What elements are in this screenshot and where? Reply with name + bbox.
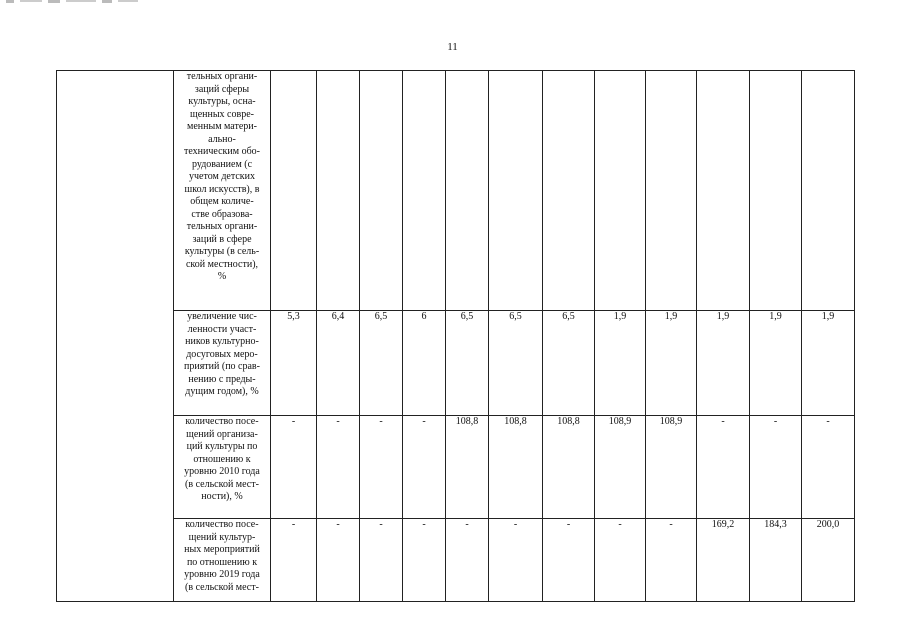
empty-left-cell bbox=[57, 71, 174, 602]
value-cell bbox=[360, 71, 403, 311]
page-number: 11 bbox=[447, 41, 458, 53]
value-cell: 108,8 bbox=[543, 416, 595, 519]
value-cell bbox=[271, 71, 317, 311]
value-cell: 6,5 bbox=[446, 311, 489, 416]
indicator-label: количество посе- щений организа- ций культуры по отношению к уровню 2010 года (в сельской мест- ности), % bbox=[174, 416, 271, 519]
value-cell: 6 bbox=[403, 311, 446, 416]
value-cell: 1,9 bbox=[802, 311, 855, 416]
value-cell: 5,3 bbox=[271, 311, 317, 416]
value-cell: - bbox=[802, 416, 855, 519]
value-cell: 6,5 bbox=[360, 311, 403, 416]
value-cell: - bbox=[360, 416, 403, 519]
value-cell: - bbox=[360, 519, 403, 602]
value-cell: 6,4 bbox=[317, 311, 360, 416]
value-cell: - bbox=[317, 416, 360, 519]
value-cell: - bbox=[403, 416, 446, 519]
value-cell: - bbox=[750, 416, 802, 519]
indicator-table bbox=[56, 70, 855, 602]
value-cell: - bbox=[271, 519, 317, 602]
table-row bbox=[57, 416, 855, 519]
value-cell: 6,5 bbox=[543, 311, 595, 416]
value-cell: 108,9 bbox=[595, 416, 646, 519]
value-cell: 184,3 bbox=[750, 519, 802, 602]
value-cell: - bbox=[489, 519, 543, 602]
value-cell: - bbox=[543, 519, 595, 602]
value-cell: - bbox=[595, 519, 646, 602]
indicator-label: увеличение чис- ленности участ- ников культурно- досуговых меро- приятий (по срав- нению с преды- дущим годом), % bbox=[174, 311, 271, 416]
table-row bbox=[57, 311, 855, 416]
value-cell bbox=[403, 71, 446, 311]
value-cell bbox=[489, 71, 543, 311]
value-cell: 1,9 bbox=[750, 311, 802, 416]
value-cell: 108,8 bbox=[489, 416, 543, 519]
value-cell: - bbox=[271, 416, 317, 519]
value-cell: - bbox=[697, 416, 750, 519]
value-cell: 1,9 bbox=[595, 311, 646, 416]
value-cell: 1,9 bbox=[646, 311, 697, 416]
value-cell: 108,9 bbox=[646, 416, 697, 519]
value-cell bbox=[446, 71, 489, 311]
value-cell: 108,8 bbox=[446, 416, 489, 519]
value-cell bbox=[317, 71, 360, 311]
value-cell: 1,9 bbox=[697, 311, 750, 416]
value-cell bbox=[646, 71, 697, 311]
value-cell: - bbox=[446, 519, 489, 602]
table-row bbox=[57, 71, 855, 311]
indicator-label: тельных органи- заций сферы культуры, осна- щенных совре- менным матери- ально- техническим обо- рудованием (с учетом детских школ искусств), в общем количе- стве образова- тельных органи- заций в сфере культуры (в сель- ской местности), % bbox=[174, 71, 271, 311]
value-cell: - bbox=[317, 519, 360, 602]
value-cell: 200,0 bbox=[802, 519, 855, 602]
value-cell: - bbox=[403, 519, 446, 602]
indicator-label: количество посе- щений культур- ных мероприятий по отношению к уровню 2019 года (в сельской мест- bbox=[174, 519, 271, 602]
table-row bbox=[57, 519, 855, 602]
value-cell: - bbox=[646, 519, 697, 602]
value-cell: 6,5 bbox=[489, 311, 543, 416]
value-cell: 169,2 bbox=[697, 519, 750, 602]
value-cell bbox=[543, 71, 595, 311]
value-cell bbox=[750, 71, 802, 311]
scan-artifact-mark bbox=[6, 0, 146, 6]
value-cell bbox=[595, 71, 646, 311]
value-cell bbox=[697, 71, 750, 311]
value-cell bbox=[802, 71, 855, 311]
